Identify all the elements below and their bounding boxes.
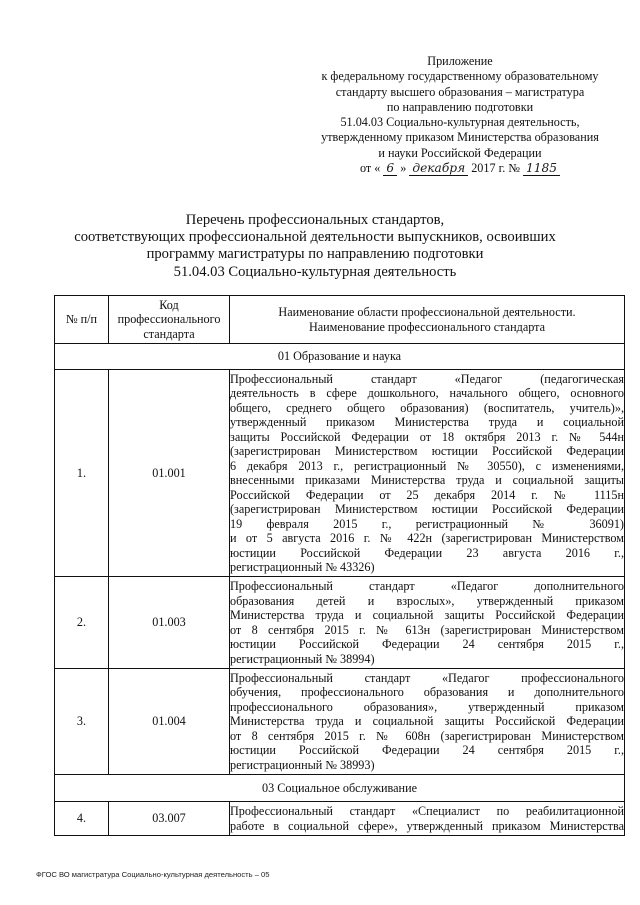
title-line: соответствующих профессиональной деятельности выпускников, освоивших	[74, 229, 556, 246]
standards-table	[54, 295, 625, 836]
date-month-handwritten: декабря	[409, 162, 468, 176]
row-description	[230, 370, 625, 577]
row-num: 4.	[55, 802, 109, 836]
date-year: 2017 г. №	[471, 161, 520, 176]
appendix-block	[300, 54, 620, 176]
date-day-handwritten: 6	[383, 162, 397, 176]
row-description	[230, 577, 625, 669]
desc-line: общего, среднего общего образования) (воспитатель, учитель)»,	[230, 400, 624, 415]
section-row	[55, 344, 625, 370]
desc-line: и от 5 августа 2016 г. № 422н (зарегистрирован Министерством	[230, 531, 624, 545]
desc-line: от 8 сентября 2015 г. № 608н (зарегистрирован Министерством	[230, 728, 624, 743]
desc-line: (зарегистрирован Министерством юстиции Российской Федерации	[230, 444, 624, 458]
row-code: 01.001	[109, 370, 230, 577]
title-line: 51.04.03 Социально-культурная деятельность	[173, 263, 457, 280]
desc-line: Профессиональный стандарт «Специалист по реабилитационной	[230, 804, 624, 818]
appendix-line: к федеральному государственному образовательному	[321, 69, 599, 84]
desc-line: 6 декабря 2013 г., регистрационный № 30550), с изменениями,	[230, 458, 624, 473]
desc-line: утвержденный приказом Министерства труда и социальной	[230, 415, 624, 429]
header-name-line2: Наименование профессионального стандарта	[308, 319, 546, 334]
appendix-date-line	[300, 161, 620, 176]
desc-line: обучения, профессионального образования и дополнительного	[230, 685, 624, 700]
section-title: 03 Социальное обслуживание	[55, 775, 625, 802]
table-row	[55, 577, 625, 669]
row-num: 1.	[55, 370, 109, 577]
appendix-line: по направлению подготовки	[386, 99, 534, 114]
desc-line: от 8 сентября 2015 г. № 613н (зарегистрирован Министерством	[230, 622, 624, 637]
desc-line: 19 февраля 2015 г., регистрационный № 36091)	[230, 516, 624, 531]
desc-line: профессионального образования», утвержденный приказом	[230, 699, 624, 714]
desc-line: защиты Российской Федерации от 18 октября 2013 г. № 544н	[230, 429, 624, 444]
desc-line: Профессиональный стандарт «Педагог (педагогическая	[230, 371, 624, 386]
header-code: Код профессионального стандарта	[109, 296, 230, 344]
title-line: Перечень профессиональных стандартов,	[185, 212, 445, 228]
desc-line: работе в социальной сфере», утвержденный приказом Министерства	[230, 818, 624, 833]
appendix-line: утвержденному приказом Министерства образования	[321, 130, 599, 145]
table-row	[55, 370, 625, 577]
row-num: 2.	[55, 577, 109, 669]
row-code: 03.007	[109, 802, 230, 836]
desc-line: регистрационный № 38993)	[230, 757, 375, 772]
desc-line: Министерства труда и социальной защиты Российской Федерации	[230, 608, 624, 622]
row-description	[230, 669, 625, 775]
desc-line: внесенными приказами Министерства труда и социальной защиты	[230, 473, 624, 487]
header-name-line1: Наименование области профессиональной деятельности.	[278, 305, 576, 319]
desc-line: регистрационный № 43326)	[230, 560, 375, 574]
page-footer: ФГОС ВО магистратура Социально-культурная деятельность – 05	[36, 870, 270, 879]
row-description	[230, 802, 625, 836]
desc-line: юстиции Российской Федерации 23 августа 2016 г.,	[230, 545, 624, 560]
row-code: 01.004	[109, 669, 230, 775]
desc-line: Министерства труда и социальной защиты Российской Федерации	[230, 714, 624, 729]
row-num: 3.	[55, 669, 109, 775]
section-row	[55, 775, 625, 802]
table-row	[55, 802, 625, 836]
header-name	[230, 296, 625, 344]
order-number-handwritten: 1185	[523, 162, 560, 176]
desc-line: деятельность в сфере дошкольного, начального общего, основного	[230, 386, 624, 400]
table-header-row	[55, 296, 625, 344]
header-num: № п/п	[55, 296, 109, 344]
title-line: программу магистратуры по направлению подготовки	[146, 246, 484, 263]
table-row	[55, 669, 625, 775]
desc-line: образования детей и взрослых», утвержденный приказом	[230, 593, 624, 608]
desc-line: регистрационный № 38994)	[230, 651, 375, 666]
desc-line: (зарегистрирован Министерством юстиции Российской Федерации	[230, 502, 624, 516]
date-prefix: от «	[359, 161, 381, 176]
desc-line: юстиции Российской Федерации 24 сентября 2015 г.,	[230, 637, 624, 651]
appendix-line: 51.04.03 Социально-культурная деятельность,	[340, 115, 580, 130]
row-code: 01.003	[109, 577, 230, 669]
appendix-line: стандарту высшего образования – магистратура	[335, 84, 585, 99]
document-title	[60, 212, 570, 281]
desc-line: Профессиональный стандарт «Педагог дополнительного	[230, 579, 624, 593]
date-mid: »	[400, 161, 407, 176]
section-title: 01 Образование и наука	[55, 344, 625, 370]
desc-line: Российской Федерации от 25 декабря 2014 г. № 1115н	[230, 487, 624, 502]
desc-line: Профессиональный стандарт «Педагог профессионального	[230, 670, 624, 685]
appendix-line: и науки Российской Федерации	[378, 145, 542, 160]
appendix-line: Приложение	[427, 54, 493, 68]
desc-line: юстиции Российской Федерации 24 сентября 2015 г.,	[230, 743, 624, 758]
